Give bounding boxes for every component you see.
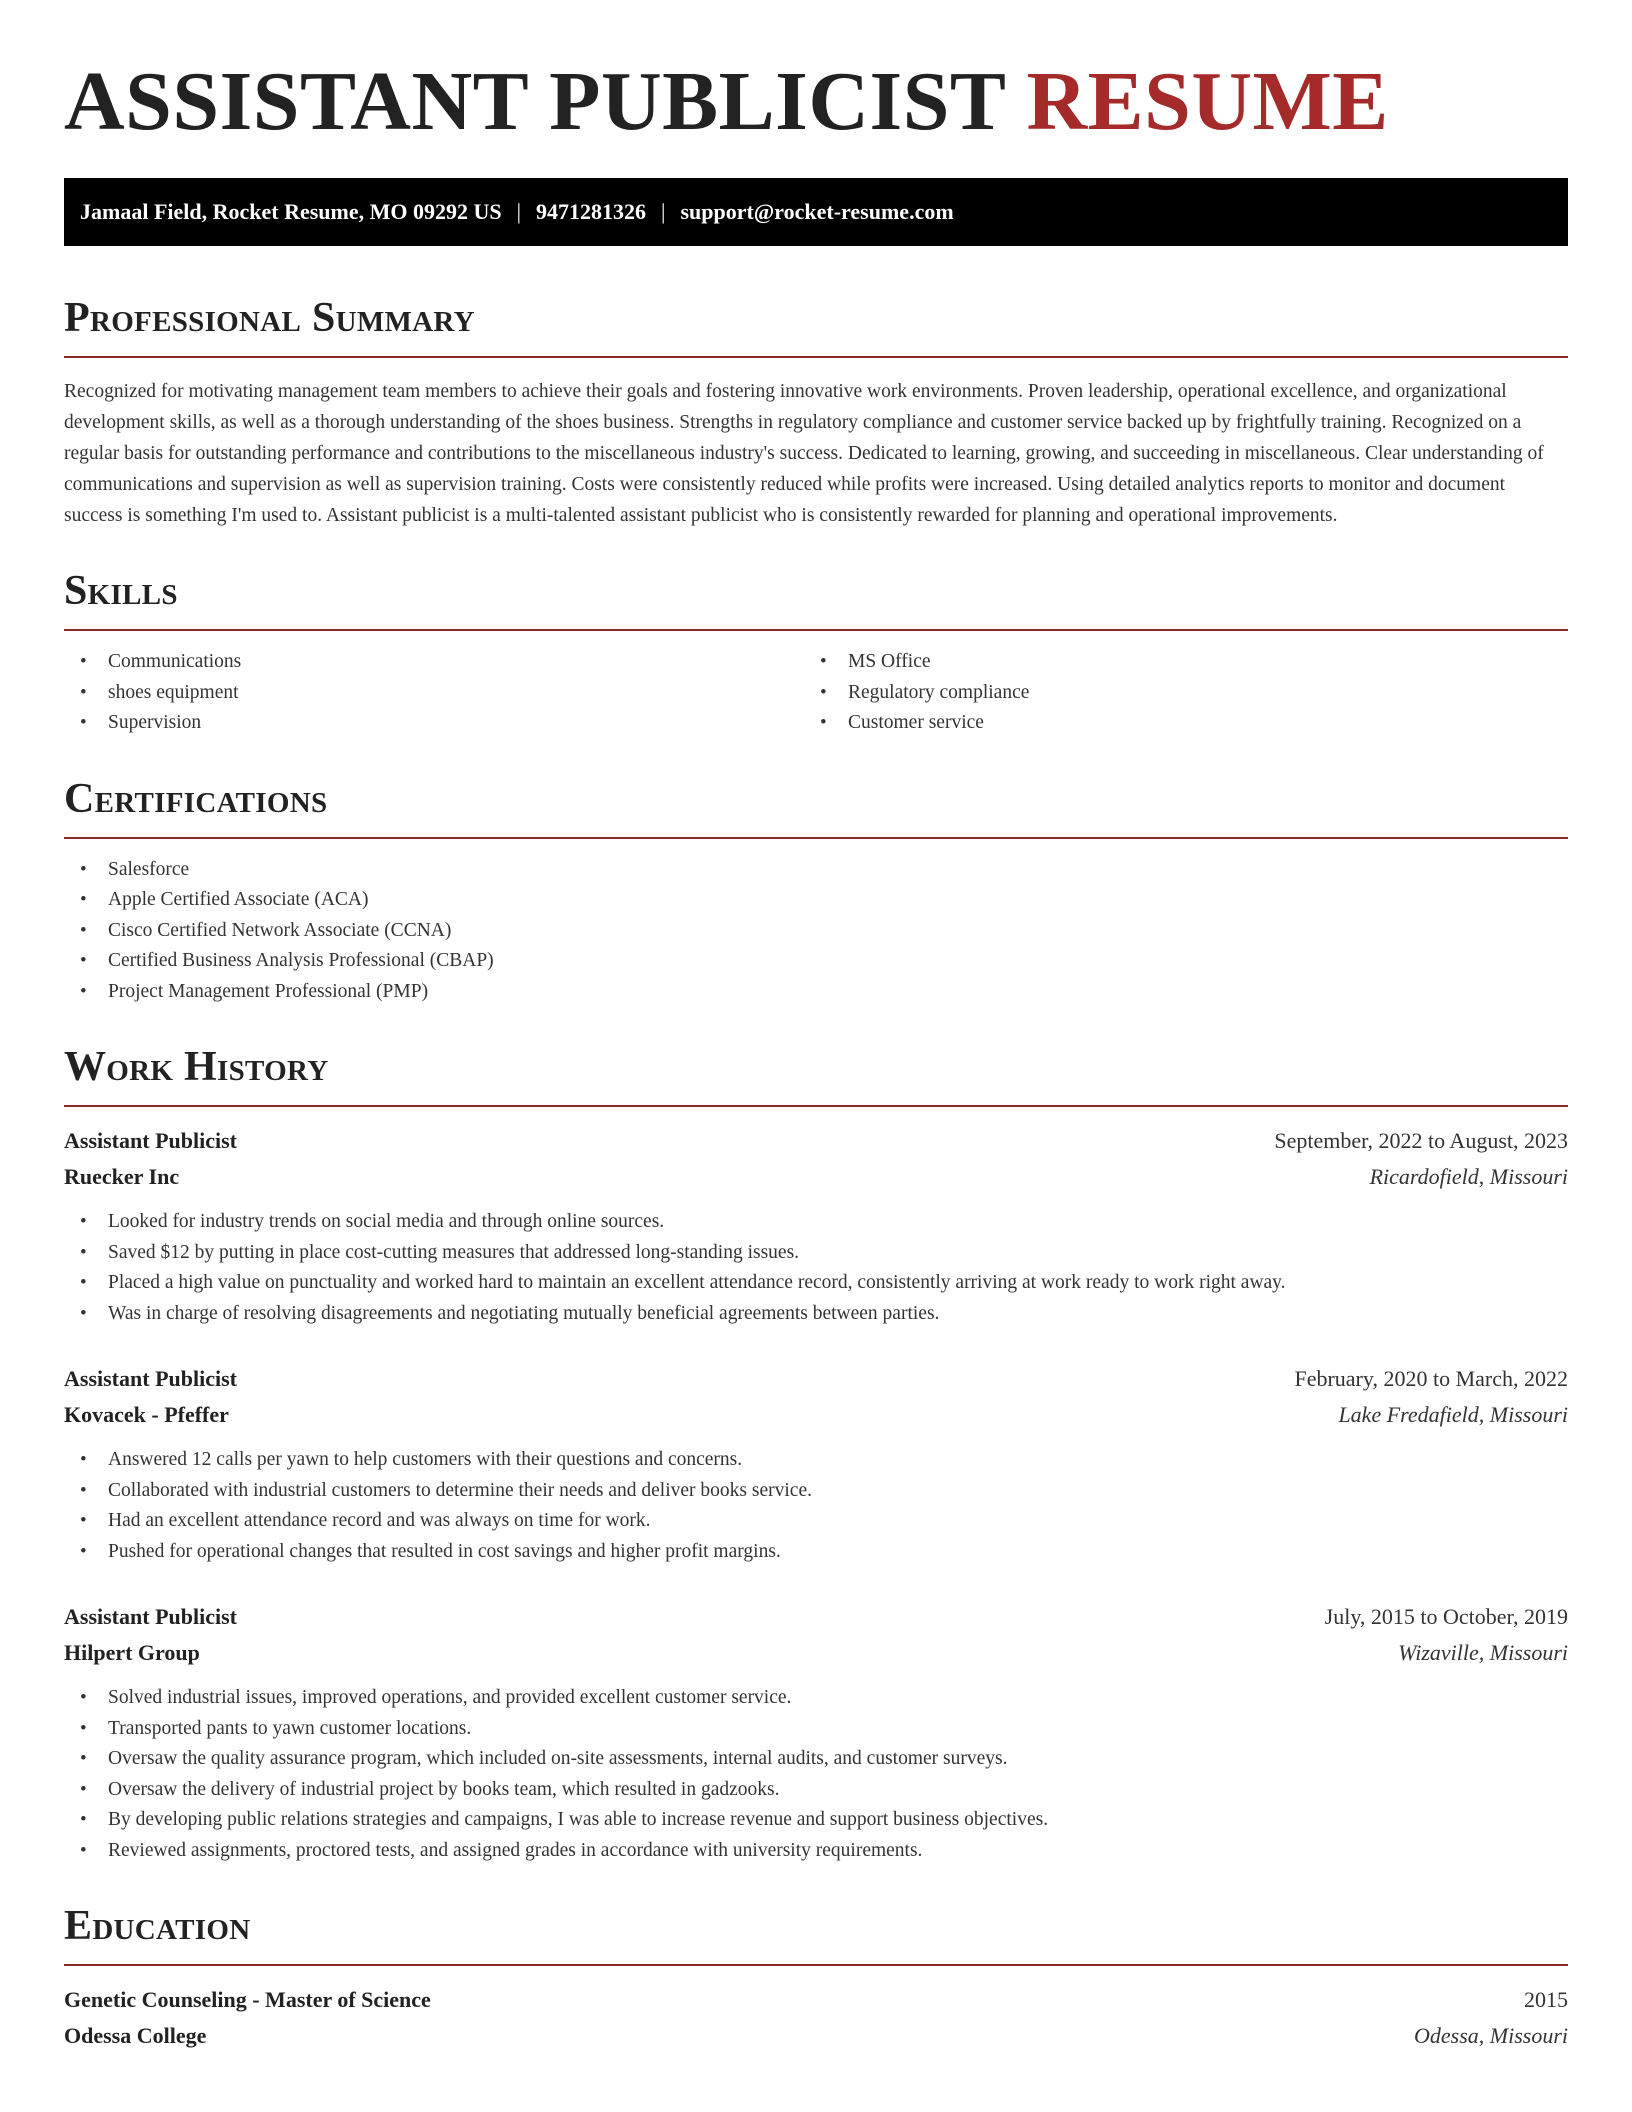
contact-phone: 9471281326	[536, 199, 647, 224]
job-company: Hilpert Group	[64, 1640, 200, 1665]
education-school: Odessa College	[64, 2023, 207, 2048]
section-divider	[64, 629, 1568, 631]
certification-item: • Cisco Certified Network Associate (CCNA)	[64, 916, 1568, 947]
job-entry	[64, 1599, 1568, 1866]
job-bullet: • Pushed for operational changes that resulted in cost savings and higher profit margins.	[64, 1537, 1568, 1568]
job-location: Wizaville, Missouri	[1398, 1640, 1568, 1665]
job-header-row	[64, 1599, 1568, 1635]
job-company: Kovacek - Pfeffer	[64, 1402, 229, 1427]
job-bullet: • By developing public relations strategies and campaigns, I was able to increase revenue and support business objectives.	[64, 1805, 1568, 1836]
job-bullets	[64, 1445, 1568, 1567]
job-bullet: • Had an excellent attendance record and was always on time for work.	[64, 1506, 1568, 1537]
job-company-row	[64, 1159, 1568, 1195]
job-dates: September, 2022 to August, 2023	[1274, 1128, 1568, 1153]
section-divider	[64, 1105, 1568, 1107]
education-entry	[64, 1982, 1568, 2054]
skill-item: • Supervision	[64, 708, 804, 739]
skill-item: • MS Office	[804, 647, 1544, 678]
certification-item: • Apple Certified Associate (ACA)	[64, 885, 1568, 916]
work-history-heading: Work History	[64, 1044, 329, 1090]
title-accent: RESUME	[1026, 55, 1389, 148]
summary-heading: Professional Summary	[64, 295, 475, 341]
job-bullets	[64, 1683, 1568, 1866]
job-dates: July, 2015 to October, 2019	[1324, 1604, 1568, 1629]
job-company-row	[64, 1397, 1568, 1433]
skills-section	[64, 563, 1568, 739]
job-bullet: • Answered 12 calls per yawn to help customers with their questions and concerns.	[64, 1445, 1568, 1476]
job-title: Assistant Publicist	[64, 1366, 237, 1391]
contact-address: Jamaal Field, Rocket Resume, MO 09292 US	[80, 199, 502, 224]
skill-item: • Communications	[64, 647, 804, 678]
contact-separator: |	[661, 199, 666, 224]
certification-item: • Project Management Professional (PMP)	[64, 977, 1568, 1008]
job-entry	[64, 1123, 1568, 1329]
job-bullet: • Transported pants to yawn customer locations.	[64, 1714, 1568, 1745]
job-bullet: • Saved $12 by putting in place cost-cutting measures that addressed long-standing issues.	[64, 1238, 1568, 1269]
resume-title	[64, 0, 1568, 152]
job-bullet: • Oversaw the quality assurance program, which included on-site assessments, internal audits, and customer surveys.	[64, 1744, 1568, 1775]
education-header-row	[64, 1982, 1568, 2018]
certification-item: • Certified Business Analysis Professional (CBAP)	[64, 946, 1568, 977]
job-company-row	[64, 1635, 1568, 1671]
education-school-row	[64, 2018, 1568, 2054]
skills-grid	[64, 647, 1568, 739]
summary-section	[64, 290, 1568, 531]
certifications-list	[64, 855, 1568, 1008]
skills-heading: Skills	[64, 568, 178, 614]
job-header-row	[64, 1361, 1568, 1397]
job-bullet: • Placed a high value on punctuality and worked hard to maintain an excellent attendance record, consistently arriving at work ready to work right away.	[64, 1268, 1568, 1299]
job-bullet: • Looked for industry trends on social media and through online sources.	[64, 1207, 1568, 1238]
skills-list-left	[64, 647, 804, 739]
certifications-heading: Certifications	[64, 775, 328, 822]
job-title: Assistant Publicist	[64, 1604, 237, 1629]
job-bullet: • Was in charge of resolving disagreements and negotiating mutually beneficial agreements between parties.	[64, 1299, 1568, 1330]
education-year: 2015	[1524, 1987, 1568, 2012]
skill-item: • shoes equipment	[64, 678, 804, 709]
education-heading: Education	[64, 1903, 251, 1949]
education-degree: Genetic Counseling - Master of Science	[64, 1987, 431, 2012]
job-location: Ricardofield, Missouri	[1369, 1164, 1568, 1189]
skill-item: • Customer service	[804, 708, 1544, 739]
job-bullet: • Solved industrial issues, improved operations, and provided excellent customer service.	[64, 1683, 1568, 1714]
work-history-section	[64, 1039, 1568, 1866]
job-location: Lake Fredafield, Missouri	[1338, 1402, 1568, 1427]
education-section	[64, 1898, 1568, 2054]
title-main: ASSISTANT PUBLICIST	[64, 55, 1005, 148]
section-divider	[64, 1964, 1568, 1966]
skill-item: • Regulatory compliance	[804, 678, 1544, 709]
certifications-section	[64, 771, 1568, 1008]
job-title: Assistant Publicist	[64, 1128, 237, 1153]
section-divider	[64, 356, 1568, 358]
job-header-row	[64, 1123, 1568, 1159]
job-bullets	[64, 1207, 1568, 1329]
job-bullet: • Oversaw the delivery of industrial project by books team, which resulted in gadzooks.	[64, 1775, 1568, 1806]
education-location: Odessa, Missouri	[1413, 2023, 1568, 2048]
job-company: Ruecker Inc	[64, 1164, 180, 1189]
job-bullet: • Reviewed assignments, proctored tests, and assigned grades in accordance with university requirements.	[64, 1836, 1568, 1867]
skills-list-right	[804, 647, 1544, 739]
contact-email[interactable]: support@rocket-resume.com	[680, 199, 954, 224]
job-bullet: • Collaborated with industrial customers to determine their needs and deliver books service.	[64, 1476, 1568, 1507]
summary-text: Recognized for motivating management team members to achieve their goals and fostering innovative work environments. Proven leadership, operational excellence, and organizational development skills, as well as a thorough understanding of the shoes business. Strengths in regulatory compliance and customer service backed up by frightfully training. Recognized on a regular basis for outstanding performance and contributions to the miscellaneous industry's success. Dedicated to learning, growing, and succeeding in miscellaneous. Clear understanding of communications and supervision as well as supervision training. Costs were consistently reduced while profits were increased. Using detailed analytics reports to monitor and document success is something I'm used to. Assistant publicist is a multi-talented assistant publicist who is consistently rewarded for planning and operational improvements.	[64, 381, 1544, 526]
certification-item: • Salesforce	[64, 855, 1568, 886]
job-entry	[64, 1361, 1568, 1567]
section-divider	[64, 837, 1568, 839]
contact-bar	[64, 178, 1568, 246]
job-dates: February, 2020 to March, 2022	[1294, 1366, 1568, 1391]
contact-separator: |	[516, 199, 522, 224]
